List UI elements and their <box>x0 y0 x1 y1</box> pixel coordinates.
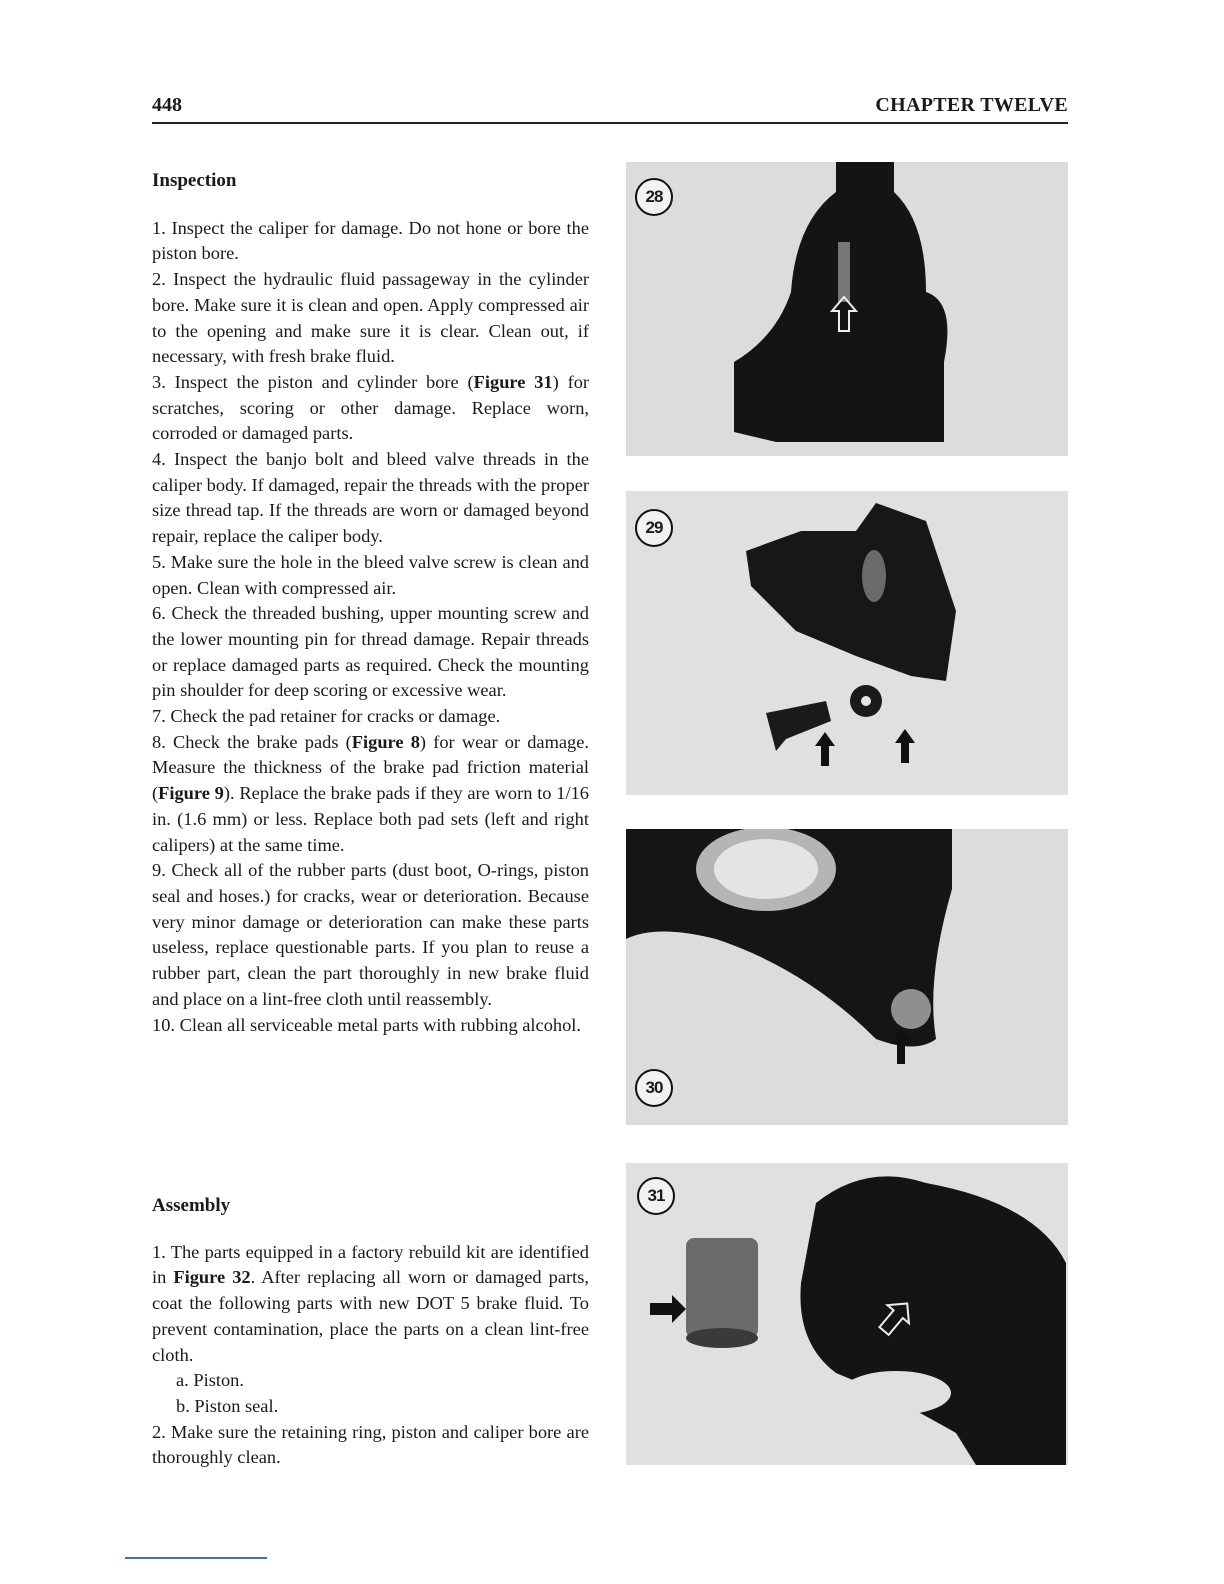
page-number: 448 <box>152 94 182 116</box>
footnote-rule <box>125 1557 267 1559</box>
inspection-step-3: 3. Inspect the piston and cylinder bore (Figure 31) for scratches, scoring or other damage. Replace worn, corroded or damaged parts. <box>152 371 590 444</box>
assembly-heading: Assembly <box>152 1195 231 1216</box>
inspection-heading: Inspection <box>152 170 237 191</box>
inspection-step-8: 8. Check the brake pads (Figure 8) for wear or damage. Measure the thickness of the brake pad friction material (Figure 9). Replace the brake pads if they are worn to 1/16 in. (1.6 mm) or less. Replace both pad sets (left and right calipers) at the same time. <box>152 731 590 855</box>
figure-30-photo <box>626 829 1068 1125</box>
inspection-step-6: 6. Check the threaded bushing, upper mounting screw and the lower mounting pin for thread damage. Repair threads or replace damaged parts as required. Check the mounting pin shoulder for deep scoring or excessive wear. <box>152 603 589 701</box>
page-header <box>152 92 1068 122</box>
chapter-title: CHAPTER TWELVE <box>875 94 1068 116</box>
inspection-section <box>152 168 589 1038</box>
figure-31-photo <box>626 1163 1068 1465</box>
figure-ref-9: Figure 9 <box>158 783 224 804</box>
figure-28-photo <box>626 162 1068 456</box>
figure-29-label: 29 <box>635 509 673 547</box>
inspection-step-7: 7. Check the pad retainer for cracks or damage. <box>152 706 501 727</box>
inspection-step-10: 10. Clean all serviceable metal parts with rubbing alcohol. <box>152 1014 581 1035</box>
figure-ref-32: Figure 32 <box>173 1267 251 1288</box>
figure-28-label: 28 <box>635 178 673 216</box>
figure-31-label: 31 <box>637 1177 675 1215</box>
assembly-step-1: 1. The parts equipped in a factory rebuild kit are identified in Figure 32. After replacing all worn or damaged parts, coat the following parts with new DOT 5 brake fluid. To prevent contamination, place the parts on a clean lint-free cloth. <box>152 1241 590 1365</box>
assembly-section <box>152 1193 589 1471</box>
figure-ref-8: Figure 8 <box>351 731 420 752</box>
inspection-step-1: 1. Inspect the caliper for damage. Do not hone or bore the piston bore. <box>152 217 589 264</box>
header-rule <box>152 122 1068 124</box>
figure-29-photo <box>626 491 1068 795</box>
inspection-step-2: 2. Inspect the hydraulic fluid passageway in the cylinder bore. Make sure it is clean and open. Apply compressed air to the opening and make sure it is clear. Clean out, if necessary, with fresh brake fluid. <box>152 269 589 367</box>
figure-ref-31: Figure 31 <box>473 371 553 392</box>
figure-30-label: 30 <box>635 1069 673 1107</box>
assembly-step-2: 2. Make sure the retaining ring, piston and caliper bore are thoroughly clean. <box>152 1421 589 1468</box>
inspection-step-9: 9. Check all of the rubber parts (dust boot, O-rings, piston seal and hoses.) for cracks, wear or deterioration. Because very minor damage or deterioration can make these parts useless, replace questionable parts. If you plan to reuse a rubber part, clean the part thoroughly in new brake fluid and place on a lint-free cloth until reassembly. <box>152 860 589 1009</box>
inspection-step-5: 5. Make sure the hole in the bleed valve screw is clean and open. Clean with compressed air. <box>152 551 589 598</box>
assembly-substep-b: b. Piston seal. <box>176 1395 279 1416</box>
assembly-substep-a: a. Piston. <box>176 1370 244 1391</box>
inspection-step-4: 4. Inspect the banjo bolt and bleed valve threads in the caliper body. If damaged, repair the threads with the proper size thread tap. If the threads are worn or damaged beyond repair, replace the caliper body. <box>152 449 589 547</box>
